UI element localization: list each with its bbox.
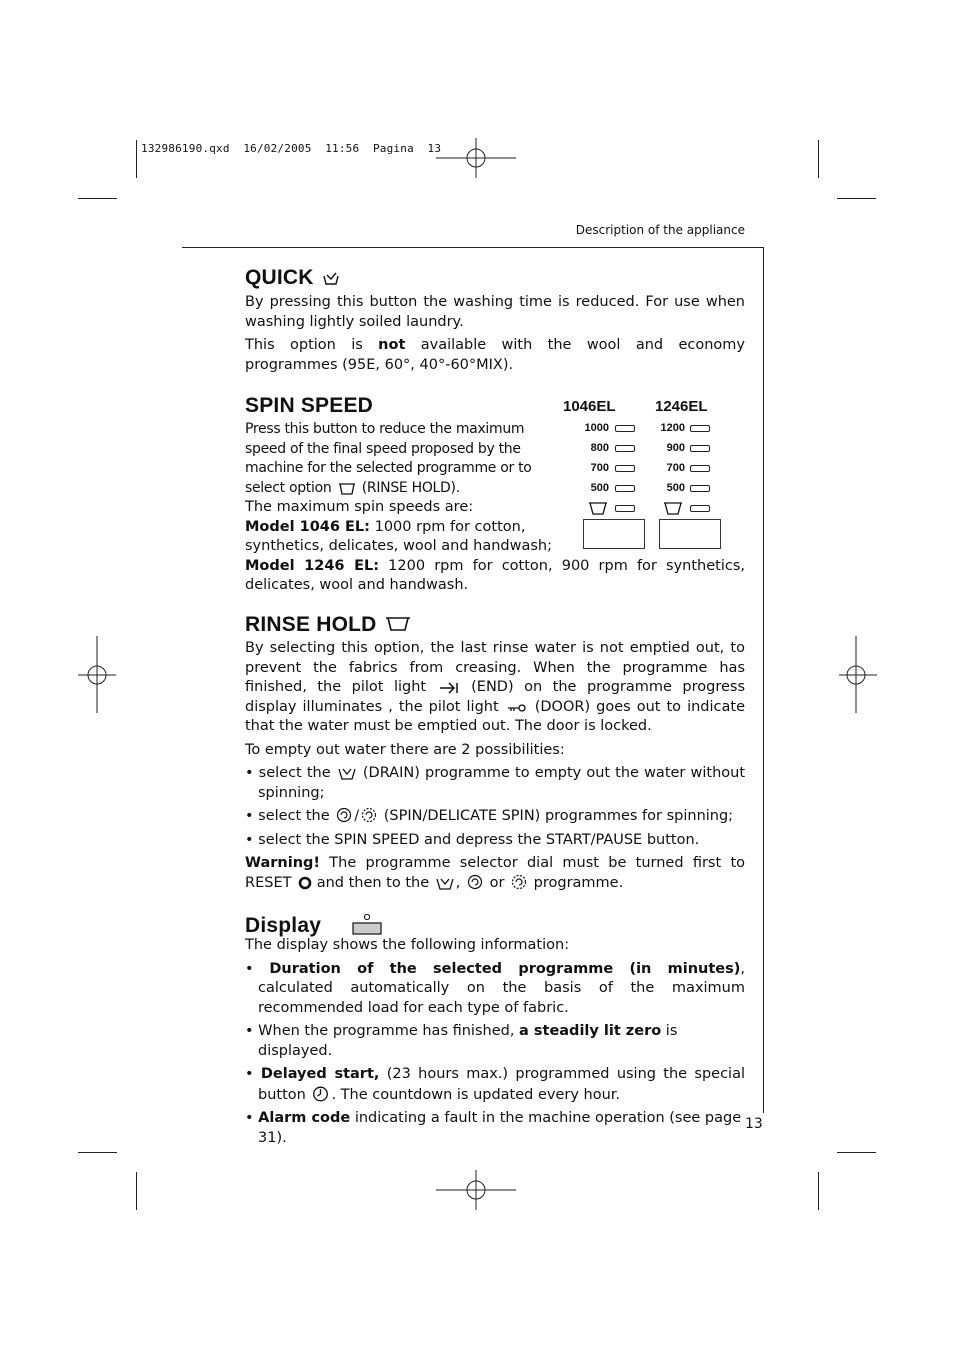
spin-icon [336,807,352,823]
rinse-paragraph-2: To empty out water there are 2 possibilities: [245,741,565,758]
section-quick [245,265,745,375]
delay-clock-icon [312,1085,329,1102]
registration-mark-top [436,138,518,180]
display-bullet-finished: • When the programme has finished, a steadily lit zero is displayed. [245,1023,678,1059]
quick-wash-icon [322,270,340,286]
model-label-1046: 1046EL [563,398,616,415]
crop-mark [837,198,876,199]
registration-mark-left [78,636,118,714]
spin-icon [467,874,483,890]
speed-led [615,425,635,432]
crop-mark [136,140,137,178]
speed-led [615,465,635,472]
delicate-spin-icon [511,874,527,890]
section-display [245,912,745,1148]
speed-1246: 1200 [660,422,685,434]
running-head: Description of the appliance [575,223,745,237]
speed-led [615,445,635,452]
display-bullet-alarm: • Alarm code indicating a fault in the machine operation (see page 31). [245,1110,742,1146]
display-window [659,519,721,549]
spin-speed-heading: SPIN SPEED [245,394,374,417]
drain-basin-icon [436,876,454,890]
display-bullet-delayed-start: • Delayed start, (23 hours max.) programmed using the special button . The countdown is updated every hour. [245,1066,745,1103]
rinse-paragraph-1: By selecting this option, the last rinse water is not emptied out, to prevent the fabrics from creasing. When the programme has finished, the pilot light (END) on the programme progress display illuminates , the pilot light (DOOR) goes out to indicate that the water must be emptied out. The door is locked. [245,640,746,734]
spin-model-1046: Model 1046 EL: 1000 rpm for cotton, synthetics, delicates, wool and handwash; [245,518,552,554]
rinse-hold-basin-icon [338,483,356,495]
section-rinse-hold [245,612,745,893]
speed-1046: 700 [590,462,609,474]
speed-1246: 900 [666,442,685,454]
crop-mark [78,1152,117,1153]
crop-mark [818,1172,819,1210]
rinse-bullet-spin: • select the / (SPIN/DELICATE SPIN) programmes for spinning; [245,808,734,824]
display-bullet-duration: • Duration of the selected programme (in minutes), calculated automatically on the basis of the maximum recommended load for each type of fabric. [245,960,745,1016]
speed-1046: 1000 [584,422,609,434]
model-label-1246: 1246EL [655,398,708,415]
crop-mark [837,1152,876,1153]
crop-mark [136,1172,137,1210]
page-number: 13 [745,1116,763,1132]
right-rule [763,247,764,1113]
delicate-spin-icon [361,807,377,823]
quick-heading: QUICK [245,265,745,291]
speed-led [690,425,710,432]
display-button-icon [351,912,383,936]
spin-paragraph-1: Press this button to reduce the maximum speed of the final speed proposed by the machine for the selected programme or to select option (RINSE HOLD). [245,421,532,496]
rinse-bullet-spin-speed: • select the SPIN SPEED and depress the START/PAUSE button. [245,831,700,848]
print-slug: 132986190.qxd 16/02/2005 11:56 Pagina 13 [141,142,442,155]
quick-paragraph-1: By pressing this button the washing time is reduced. For use when washing lightly soiled laundry. [245,294,745,330]
key-door-icon [507,702,527,714]
speed-1246: 500 [666,482,685,494]
rinse-warning: Warning! The programme selector dial must be turned first to RESET and then to the , or programme. [245,855,745,891]
end-arrow-icon [439,682,459,694]
rinse-bullet-drain: • select the (DRAIN) programme to empty out the water without spinning; [245,765,746,801]
drain-basin-icon [338,766,356,780]
speed-1046: 800 [590,442,609,454]
rinse-hold-basin-icon [663,502,683,515]
reset-circle-icon [298,876,312,890]
speed-led [690,505,710,512]
rinse-hold-basin-icon [588,502,608,515]
header-rule [182,247,764,248]
display-heading: Display [245,912,745,939]
quick-paragraph-2: This option is not available with the wool and economy programmes (95E, 60°, 40°-60°MIX). [245,337,745,373]
spin-model-1246: Model 1246 EL: 1200 rpm for cotton, 900 rpm for synthetics, delicates, wool and handwash. [245,557,745,593]
crop-mark [78,198,117,199]
speed-led [615,485,635,492]
spin-paragraph-2: The maximum spin speeds are: [245,499,474,515]
rinse-hold-basin-icon [385,616,411,632]
crop-mark [818,140,819,178]
display-window [583,519,645,549]
registration-mark-bottom [436,1170,518,1212]
speed-led [690,465,710,472]
registration-mark-right [837,636,877,714]
display-paragraph-1: The display shows the following information: [245,937,570,953]
speed-1246: 700 [666,462,685,474]
speed-1046: 500 [590,482,609,494]
rinse-hold-heading: RINSE HOLD [245,612,745,638]
speed-led [615,505,635,512]
speed-led [690,445,710,452]
speed-led [690,485,710,492]
